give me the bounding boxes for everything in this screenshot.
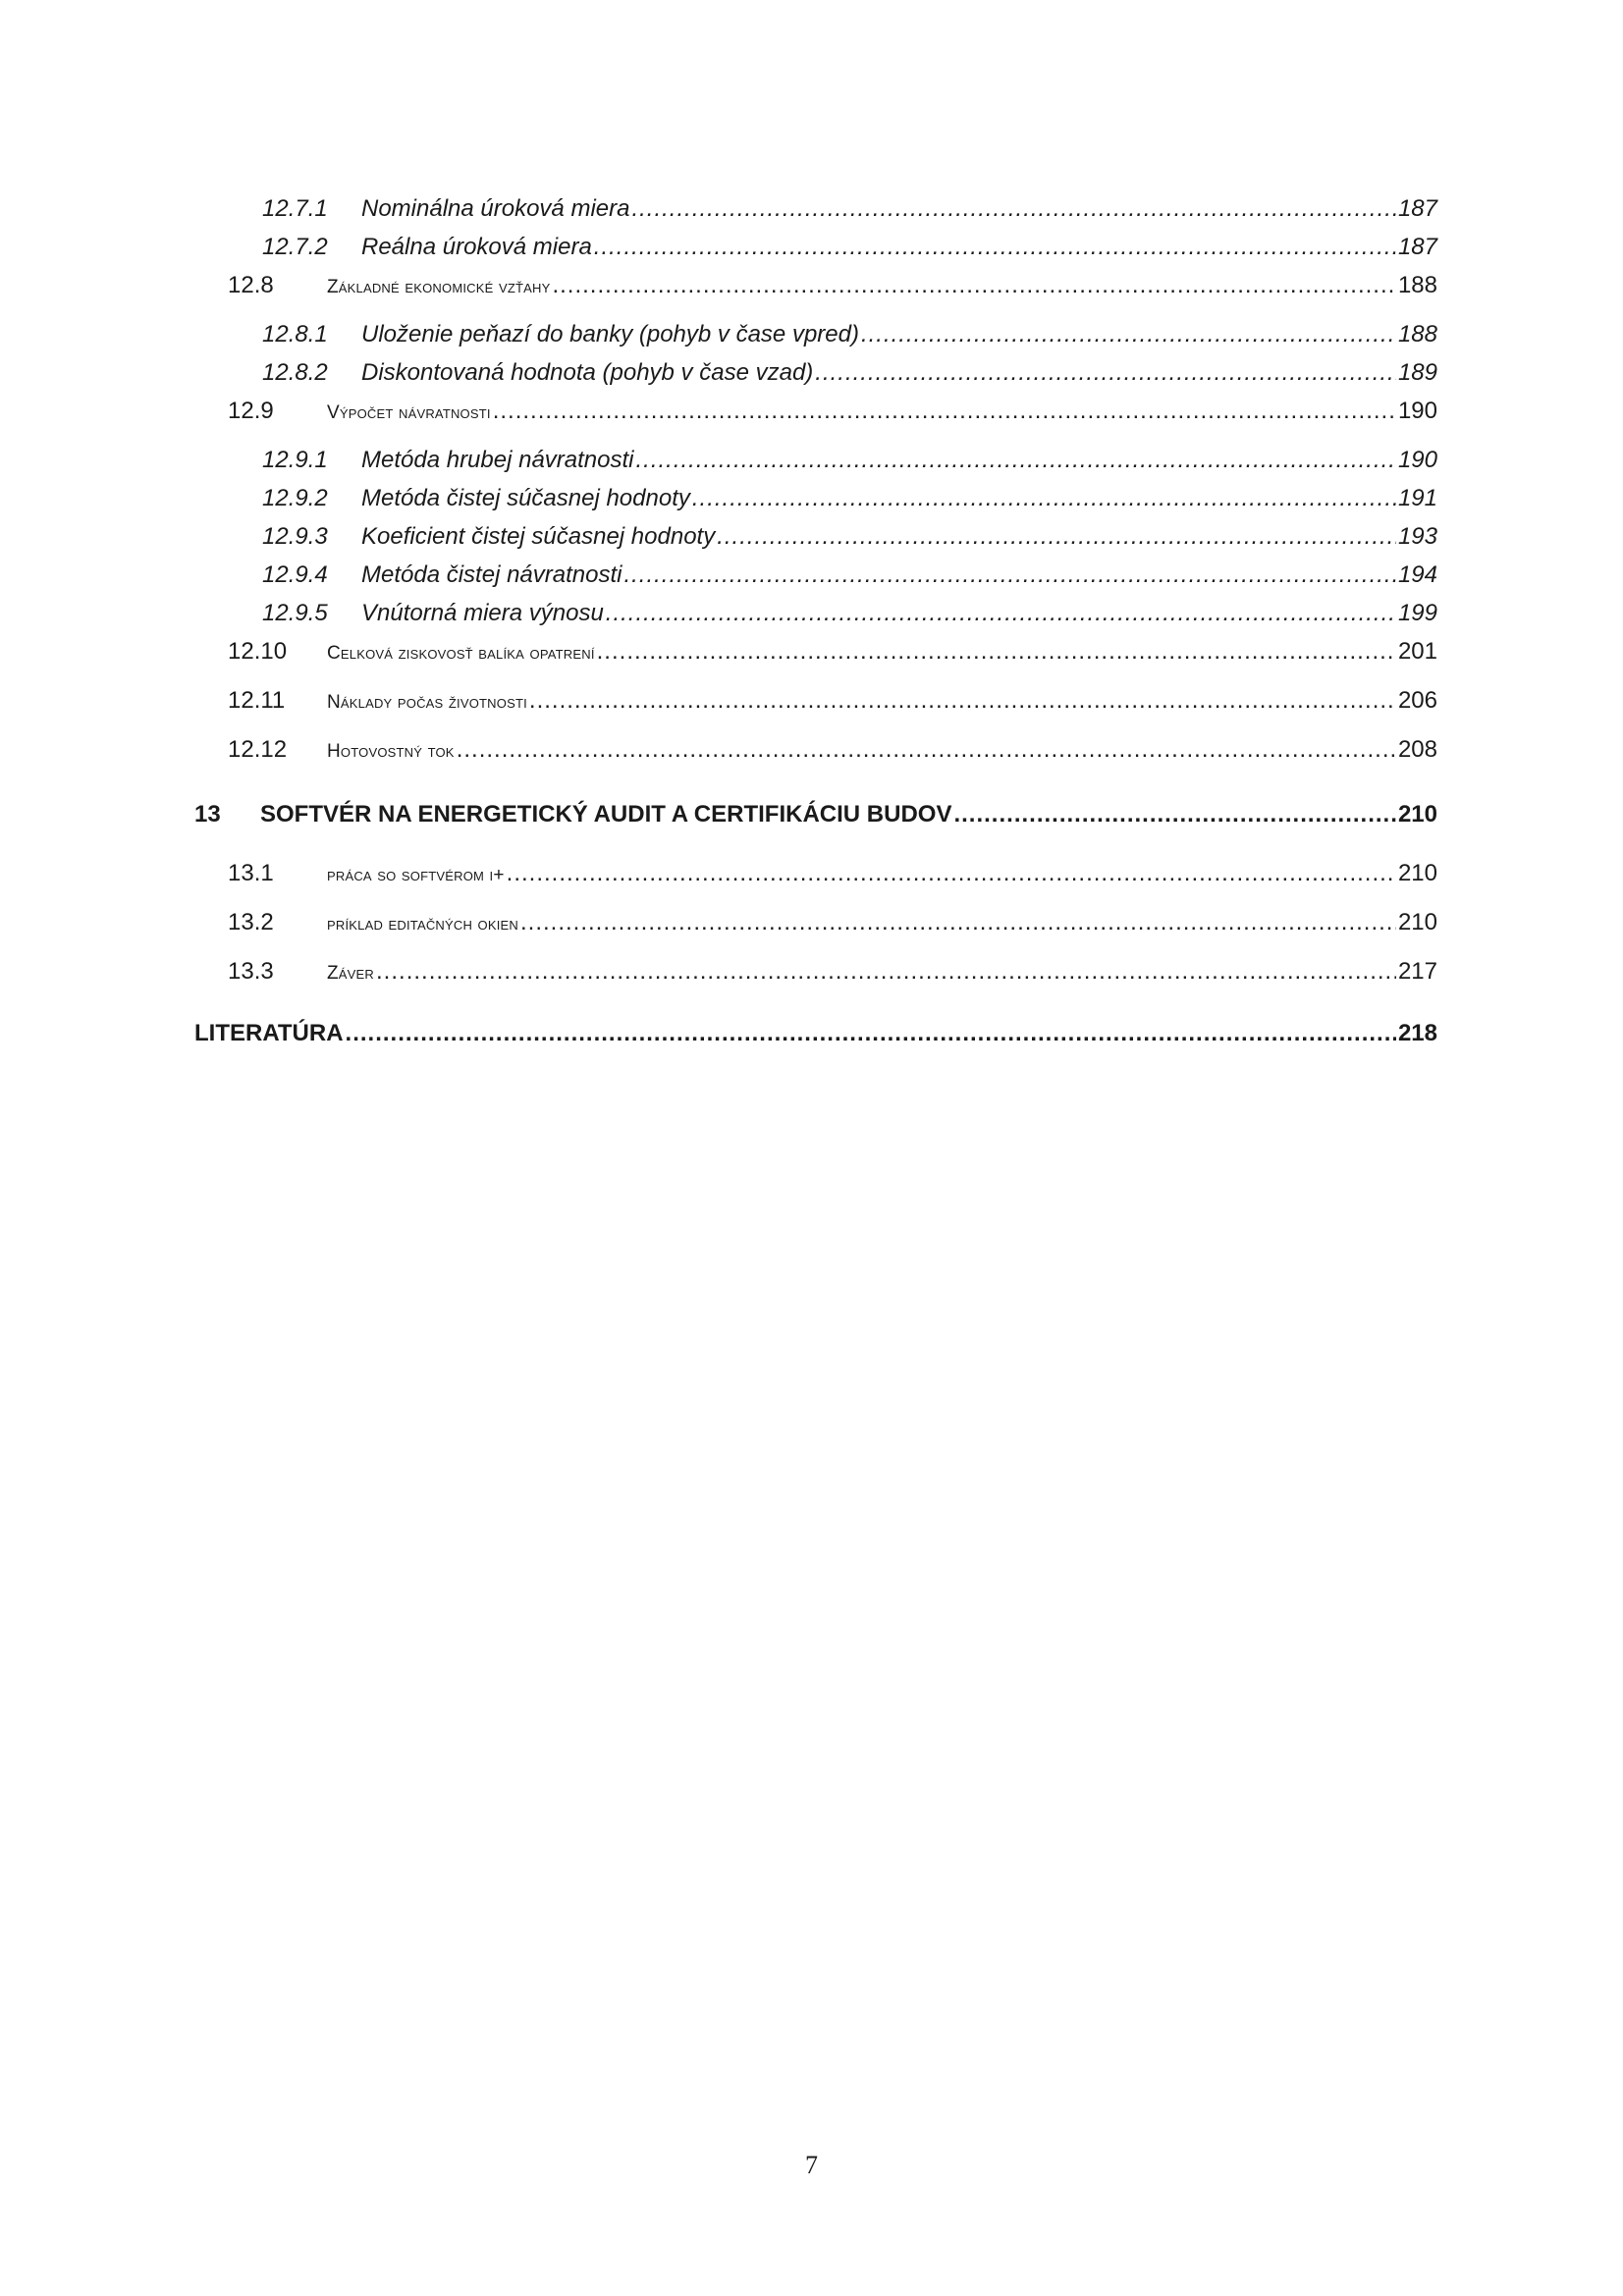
toc-number: 13.1 [228, 860, 274, 886]
toc-title: Výpočet návratnosti [327, 402, 491, 423]
toc-entry-12-7-1[interactable] [194, 194, 1437, 224]
toc-title: Celková ziskovosť balíka opatrení [327, 643, 595, 664]
toc-entry-13-2[interactable] [194, 908, 1437, 939]
toc-number: 12.9.1 [262, 447, 328, 473]
dot-leader [493, 397, 1396, 426]
toc-page: 187 [1397, 234, 1437, 260]
dot-leader [953, 800, 1395, 829]
toc-entry-12-9-3[interactable] [194, 522, 1437, 552]
dot-leader [692, 484, 1396, 513]
toc-entry-13-1[interactable] [194, 859, 1437, 890]
table-of-contents [194, 194, 1437, 1048]
toc-title: Náklady počas životnosti [327, 692, 527, 713]
toc-title: Metóda čistej súčasnej hodnoty [361, 485, 690, 511]
toc-entry-12-8-1[interactable] [194, 320, 1437, 349]
toc-entry-12-12[interactable] [194, 735, 1437, 767]
toc-title: Záver [327, 963, 375, 984]
toc-number: 12.7.2 [262, 234, 328, 260]
dot-leader [815, 358, 1396, 388]
toc-number: 12.9.4 [262, 561, 328, 588]
toc-page: 193 [1397, 523, 1437, 550]
toc-page: 217 [1397, 958, 1437, 985]
toc-title: Základné ekonomické vzťahy [327, 277, 551, 297]
toc-title: Metóda hrubej návratnosti [361, 447, 634, 473]
dot-leader [457, 735, 1396, 765]
toc-number: 12.8 [228, 272, 274, 298]
toc-title: LITERATÚRA [194, 1020, 344, 1046]
toc-page: 189 [1397, 359, 1437, 386]
toc-title: Diskontovaná hodnota (pohyb v čase vzad) [361, 359, 814, 386]
toc-title: príklad editačných okien [327, 914, 518, 934]
toc-title: Koeficient čistej súčasnej hodnoty [361, 523, 716, 550]
page-number: 7 [805, 2151, 818, 2179]
toc-number: 12.10 [228, 638, 288, 665]
dot-leader [636, 446, 1396, 475]
toc-page: 210 [1397, 909, 1437, 935]
toc-page: 210 [1397, 801, 1437, 828]
dot-leader [597, 637, 1396, 667]
dot-leader [594, 233, 1396, 262]
toc-number: 13.3 [228, 958, 274, 985]
toc-page: 188 [1397, 321, 1437, 347]
toc-entry-12-11[interactable] [194, 686, 1437, 718]
toc-page: 218 [1397, 1020, 1437, 1046]
toc-number: 12.7.1 [262, 195, 328, 222]
toc-title: Metóda čistej návratnosti [361, 561, 622, 588]
toc-title: Hotovostný tok [327, 741, 455, 762]
toc-entry-12-8-2[interactable] [194, 358, 1437, 388]
toc-entry-12-9-1[interactable] [194, 446, 1437, 475]
toc-entry-12-10[interactable] [194, 637, 1437, 668]
dot-leader [552, 271, 1395, 300]
toc-title: SOFTVÉR NA ENERGETICKÝ AUDIT A CERTIFIKÁCIU BUDOV [260, 801, 952, 828]
toc-page: 187 [1397, 195, 1437, 222]
toc-number: 13 [194, 801, 221, 828]
toc-entry-12-9-2[interactable] [194, 484, 1437, 513]
toc-number: 12.8.1 [262, 321, 328, 347]
toc-entry-12-8[interactable] [194, 271, 1437, 302]
toc-entry-13-3[interactable] [194, 957, 1437, 988]
toc-entry-literatura[interactable] [194, 1019, 1437, 1048]
toc-entry-12-9[interactable] [194, 397, 1437, 428]
toc-page: 199 [1397, 600, 1437, 626]
toc-title: Uloženie peňazí do banky (pohyb v čase vpred) [361, 321, 859, 347]
toc-number: 12.9.2 [262, 485, 328, 511]
toc-entry-12-9-4[interactable] [194, 561, 1437, 590]
toc-title: Reálna úroková miera [361, 234, 592, 260]
dot-leader [529, 686, 1396, 716]
toc-title: Nominálna úroková miera [361, 195, 630, 222]
toc-page: 210 [1397, 860, 1437, 886]
toc-page: 191 [1397, 485, 1437, 511]
toc-page: 201 [1397, 638, 1437, 665]
toc-number: 12.9 [228, 398, 274, 424]
toc-number: 12.8.2 [262, 359, 328, 386]
toc-number: 13.2 [228, 909, 274, 935]
toc-entry-chapter-13[interactable] [194, 800, 1437, 829]
toc-number: 12.12 [228, 736, 288, 763]
dot-leader [346, 1019, 1396, 1048]
dot-leader [861, 320, 1396, 349]
dot-leader [606, 599, 1396, 628]
toc-page: 194 [1397, 561, 1437, 588]
toc-entry-12-9-5[interactable] [194, 599, 1437, 628]
toc-page: 208 [1397, 736, 1437, 763]
toc-title: práca so softvérom i+ [327, 865, 505, 885]
toc-page: 190 [1397, 398, 1437, 424]
toc-number: 12.11 [228, 687, 286, 714]
toc-number: 12.9.5 [262, 600, 328, 626]
dot-leader [623, 561, 1395, 590]
dot-leader [717, 522, 1396, 552]
toc-entry-12-7-2[interactable] [194, 233, 1437, 262]
dot-leader [520, 908, 1396, 937]
toc-page: 190 [1397, 447, 1437, 473]
toc-page: 206 [1397, 687, 1437, 714]
dot-leader [631, 194, 1395, 224]
toc-title: Vnútorná miera výnosu [361, 600, 604, 626]
toc-page: 188 [1397, 272, 1437, 298]
toc-number: 12.9.3 [262, 523, 328, 550]
dot-leader [507, 859, 1396, 888]
dot-leader [376, 957, 1396, 987]
